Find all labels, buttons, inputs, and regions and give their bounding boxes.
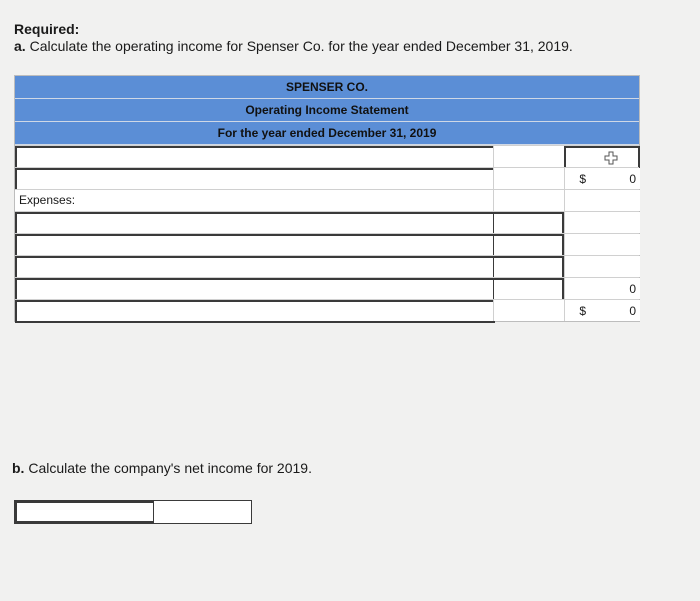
expense-amount-input[interactable] [493, 256, 564, 279]
expense-dropdown[interactable] [15, 212, 495, 235]
total-expenses-value: 0 [629, 282, 636, 296]
net-income-answer [14, 500, 252, 524]
expense-dropdown[interactable] [15, 256, 495, 279]
operating-income-dropdown[interactable] [15, 300, 495, 323]
net-income-label-dropdown[interactable] [15, 501, 154, 523]
amount-cell [493, 168, 564, 189]
total-cell [564, 190, 640, 211]
question-b-letter: b. [12, 460, 25, 476]
statement-period: For the year ended December 31, 2019 [15, 122, 639, 145]
question-a-letter: a. [14, 38, 26, 54]
expense-amount-input[interactable] [493, 234, 564, 257]
question-a [14, 38, 573, 54]
expense-dropdown[interactable] [15, 278, 495, 301]
amount-cell [493, 146, 564, 167]
plus-cross-icon [604, 151, 618, 165]
expense-row [15, 277, 639, 299]
company-name: SPENSER CO. [15, 76, 639, 99]
net-income-input[interactable] [154, 501, 250, 523]
line-item-dropdown[interactable] [15, 168, 495, 191]
expenses-label-cell [15, 190, 492, 209]
operating-income-statement [14, 75, 640, 322]
operating-income-row [15, 299, 639, 321]
required-heading: Required: [14, 21, 80, 37]
operating-income-value: 0 [629, 304, 636, 318]
currency-symbol: $ [579, 172, 586, 186]
total-input[interactable] [564, 146, 640, 169]
expense-row [15, 233, 639, 255]
statement-title: Operating Income Statement [15, 99, 639, 122]
total-cell [564, 212, 640, 233]
statement-row [15, 145, 639, 167]
amount-cell [493, 190, 564, 211]
total-cell [564, 234, 640, 255]
total-cell [564, 168, 640, 189]
expense-row [15, 211, 639, 233]
expenses-row [15, 189, 639, 211]
expense-amount-input[interactable] [493, 278, 564, 301]
expense-row [15, 255, 639, 277]
question-b-text: Calculate the company's net income for 2019. [24, 460, 312, 476]
question-a-text: Calculate the operating income for Spenser Co. for the year ended December 31, 2019. [25, 38, 573, 54]
expense-dropdown[interactable] [15, 234, 495, 257]
total-cell [564, 278, 640, 299]
total-cell [564, 300, 640, 321]
total-cell [564, 256, 640, 277]
total-value: 0 [629, 172, 636, 186]
question-b [12, 460, 312, 476]
expenses-label: Expenses: [19, 193, 76, 207]
line-item-dropdown[interactable] [15, 146, 495, 169]
expense-amount-input[interactable] [493, 212, 564, 235]
currency-symbol: $ [579, 304, 586, 318]
amount-cell [493, 300, 564, 321]
statement-row [15, 167, 639, 189]
